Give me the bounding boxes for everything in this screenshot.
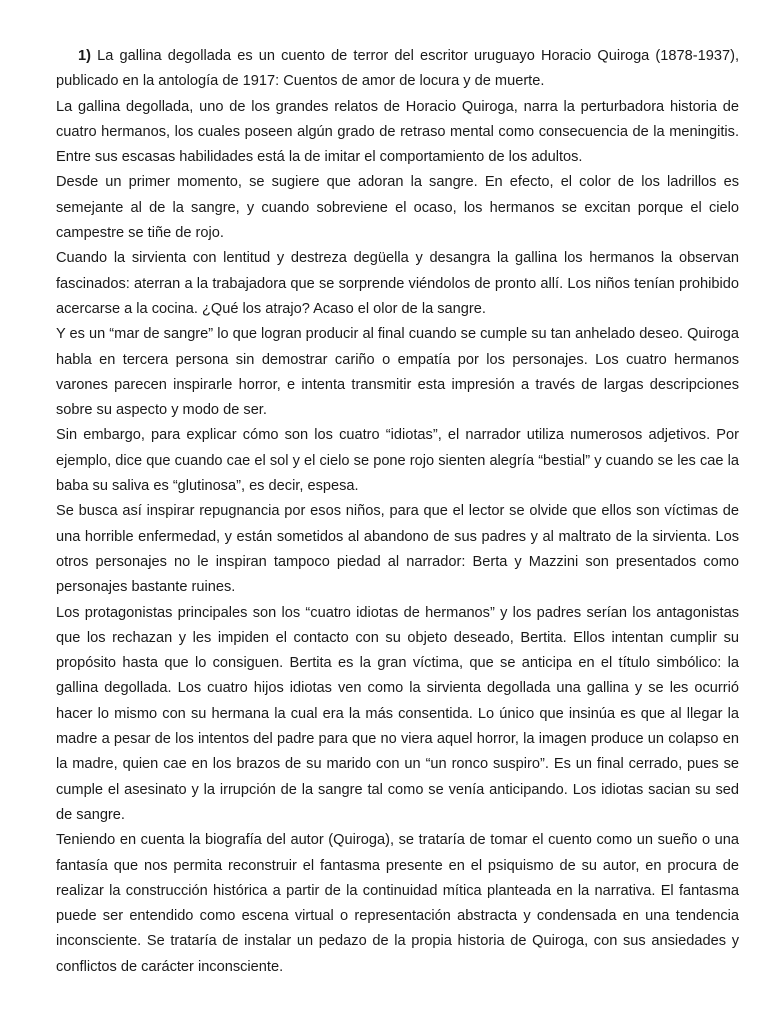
paragraph-1	[56, 44, 739, 95]
paragraph-3: Desde un primer momento, se sugiere que adoran la sangre. En efecto, el color de los ladrillos es semejante al de la sangre, y cuando sobreviene el ocaso, los hermanos se excitan porque el cielo campestre se tiñe de rojo.	[56, 174, 739, 242]
paragraph-1-text: La gallina degollada es un cuento de terror del escritor uruguayo Horacio Quiroga (1878-1937), publicado en la antología de 1917: Cuentos de amor de locura y de muerte.	[56, 48, 739, 90]
paragraph-2: La gallina degollada, uno de los grandes relatos de Horacio Quiroga, narra la perturbadora historia de cuatro hermanos, los cuales poseen algún grado de retraso mental como consecuencia de la meningitis. Entre sus escasas habilidades está la de imitar el comportamiento de los adultos.	[56, 98, 739, 166]
paragraph-9: Teniendo en cuenta la biografía del autor (Quiroga), se trataría de tomar el cuento como un sueño o una fantasía que nos permita reconstruir el fantasma presente en el psiquismo de su autor, en procura de realizar la construcción histórica a partir de la continuidad mítica planteada en la narrativa. El fantasma puede ser entendido como escena virtual o representación abstracta y condensada en una tendencia inconsciente. Se trataría de instalar un pedazo de la propia historia de Quiroga, con sus ansiedades y conflictos de carácter inconsciente.	[56, 832, 739, 975]
paragraph-4: Cuando la sirvienta con lentitud y destreza degüella y desangra la gallina los hermanos la observan fascinados: aterran a la trabajadora que se sorprende viéndolos de pronto allí. Los niños tenían prohibido acercarse a la cocina. ¿Qué los atrajo? Acaso el olor de la sangre.	[56, 250, 739, 317]
item-number: 1)	[78, 48, 91, 64]
paragraph-5: Y es un “mar de sangre” lo que logran producir al final cuando se cumple su tan anhelado deseo. Quiroga habla en tercera persona sin demostrar cariño o empatía por los personajes. Los cuatro hermanos varones parecen inspirarle horror, e intenta transmitir esta impresión a través de largas descripciones sobre su aspecto y modo de ser.	[56, 326, 739, 419]
paragraph-7: Se busca así inspirar repugnancia por esos niños, para que el lector se olvide que ellos son víctimas de una horrible enfermedad, y están sometidos al abandono de sus padres y al maltrato de la sirvienta. Los otros personajes no le inspiran tampoco piedad al narrador: Berta y Mazzini son presentados como personajes bastante ruines.	[56, 503, 739, 596]
paragraph-6: Sin embargo, para explicar cómo son los cuatro “idiotas”, el narrador utiliza numerosos adjetivos. Por ejemplo, dice que cuando cae el sol y el cielo se pone rojo sienten alegría “bestial” y cuando se les cae la baba su saliva es “glutinosa”, es decir, espesa.	[56, 427, 739, 495]
paragraph-8: Los protagonistas principales son los “cuatro idiotas de hermanos” y los padres serían los antagonistas que los rechazan y les impiden el contacto con su objeto deseado, Bertita. Ellos intentan cumplir su propósito hasta que lo consiguen. Bertita es la gran víctima, que se anticipa en el título simbólico: la gallina degollada. Los cuatro hijos idiotas ven como la sirvienta degollada una gallina y se les ocurrió hacer lo mismo con su hermana la cual era la más consentida. Lo único que insinúa es que al llegar la madre a pesar de los intentos del padre para que no viera aquel horror, la imagen produce un colapso en la madre, quien cae en los brazos de su marido con un “un ronco suspiro”. Es un final cerrado, pues se cumple el asesinato y la irrupción de la sangre tal como se venía anticipando. Los idiotas sacian su sed de sangre.	[56, 604, 739, 823]
